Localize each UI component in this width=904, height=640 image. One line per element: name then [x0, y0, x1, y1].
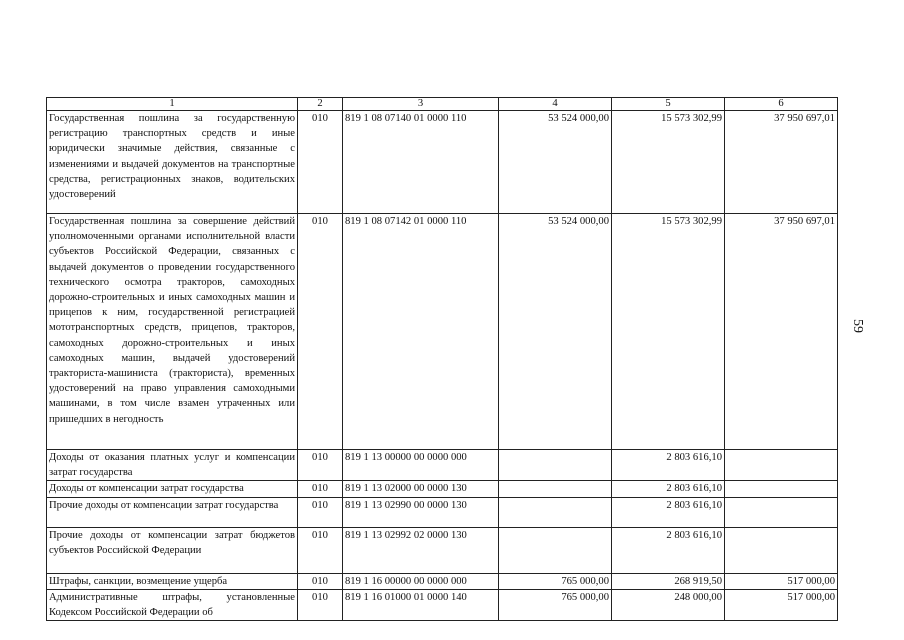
- row-name: Государственная пошлина за совершение действий уполномоченными органами исполнительной власти субъектов Российской Федерации, связанных с выдачей документов о проведении государственного технического осмотра тракторов, самоходных дорожно-строительных и иных самоходных машин и прицепов к ним, государственной регистрацией мототранспортных средств, прицепов, тракторов, самоходных дорожно-строительных и иных самоходных машин, выдачей удостоверений тракториста-машиниста (тракториста), временных удостоверений на право управления самоходными машинами, в том числе взамен утраченных или пришедших в негодность: [47, 214, 298, 450]
- row-col6: [725, 450, 838, 481]
- table-row: [47, 450, 838, 481]
- table-row: [47, 589, 838, 620]
- row-col6: 517 000,00: [725, 573, 838, 589]
- row-col6: [725, 481, 838, 497]
- page-number: 59: [850, 319, 865, 333]
- row-kbk: 819 1 13 02000 00 0000 130: [343, 481, 499, 497]
- row-kbk: 819 1 13 02990 00 0000 130: [343, 497, 499, 527]
- column-header: 2: [298, 98, 343, 111]
- column-header: 3: [343, 98, 499, 111]
- row-col4: [499, 450, 612, 481]
- row-name: Штрафы, санкции, возмещение ущерба: [47, 573, 298, 589]
- table-row: [47, 573, 838, 589]
- row-code: 010: [298, 111, 343, 214]
- row-code: 010: [298, 573, 343, 589]
- table-row: [47, 497, 838, 527]
- row-name: Прочие доходы от компенсации затрат государства: [47, 497, 298, 527]
- row-name: Государственная пошлина за государственную регистрацию транспортных средств и иные юридически значимые действия, связанные с изменениями и выдачей документов на транспортные средства, регистрационных знаков, водительских удостоверений: [47, 111, 298, 214]
- row-kbk: 819 1 13 02992 02 0000 130: [343, 527, 499, 573]
- row-kbk: 819 1 16 00000 00 0000 000: [343, 573, 499, 589]
- row-col4: 53 524 000,00: [499, 214, 612, 450]
- column-number-row: [47, 98, 838, 111]
- row-kbk: 819 1 08 07140 01 0000 110: [343, 111, 499, 214]
- row-col4: [499, 481, 612, 497]
- column-header: 6: [725, 98, 838, 111]
- row-col4: 765 000,00: [499, 589, 612, 620]
- row-col4: 765 000,00: [499, 573, 612, 589]
- row-col5: 2 803 616,10: [612, 481, 725, 497]
- column-header: 1: [47, 98, 298, 111]
- row-kbk: 819 1 08 07142 01 0000 110: [343, 214, 499, 450]
- row-name: Прочие доходы от компенсации затрат бюджетов субъектов Российской Федерации: [47, 527, 298, 573]
- row-code: 010: [298, 527, 343, 573]
- row-col5: 248 000,00: [612, 589, 725, 620]
- row-col5: 2 803 616,10: [612, 450, 725, 481]
- row-col6: [725, 527, 838, 573]
- row-col4: [499, 497, 612, 527]
- row-code: 010: [298, 214, 343, 450]
- row-col6: 37 950 697,01: [725, 111, 838, 214]
- row-col6: 37 950 697,01: [725, 214, 838, 450]
- row-col6: [725, 497, 838, 527]
- column-header: 5: [612, 98, 725, 111]
- table-row: [47, 111, 838, 214]
- row-code: 010: [298, 481, 343, 497]
- row-col5: 268 919,50: [612, 573, 725, 589]
- row-col4: 53 524 000,00: [499, 111, 612, 214]
- row-col6: 517 000,00: [725, 589, 838, 620]
- table-row: [47, 214, 838, 450]
- row-code: 010: [298, 589, 343, 620]
- row-name: Административные штрафы, установленные Кодексом Российской Федерации об: [47, 589, 298, 620]
- table-row: [47, 527, 838, 573]
- row-code: 010: [298, 450, 343, 481]
- column-header: 4: [499, 98, 612, 111]
- row-code: 010: [298, 497, 343, 527]
- row-name: Доходы от оказания платных услуг и компенсации затрат государства: [47, 450, 298, 481]
- row-kbk: 819 1 13 00000 00 0000 000: [343, 450, 499, 481]
- row-col4: [499, 527, 612, 573]
- row-col5: 15 573 302,99: [612, 111, 725, 214]
- row-col5: 2 803 616,10: [612, 497, 725, 527]
- revenue-table: [46, 97, 838, 621]
- row-kbk: 819 1 16 01000 01 0000 140: [343, 589, 499, 620]
- row-col5: 15 573 302,99: [612, 214, 725, 450]
- table-row: [47, 481, 838, 497]
- row-name: Доходы от компенсации затрат государства: [47, 481, 298, 497]
- row-col5: 2 803 616,10: [612, 527, 725, 573]
